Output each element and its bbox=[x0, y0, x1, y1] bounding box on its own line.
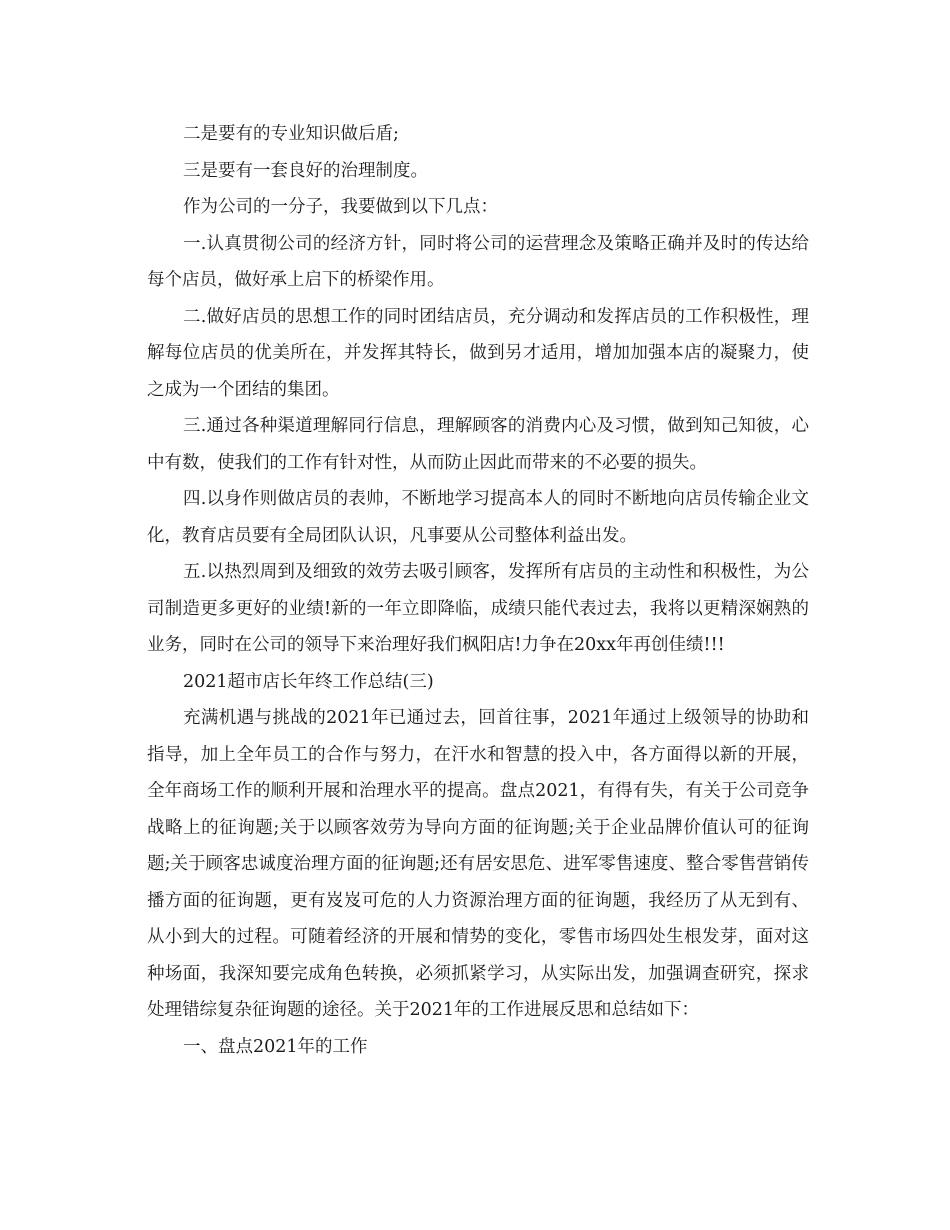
section-heading: 2021超市店长年终工作总结(三) bbox=[183, 671, 434, 692]
paragraph-requirement-2: 二是要有的专业知识做后盾; bbox=[183, 124, 399, 144]
paragraph-intro-points: 作为公司的一分子，我要做到以下几点： bbox=[183, 197, 498, 217]
paragraph-point-5: 五.以热烈周到及细致的效劳去吸引顾客，发挥所有店员的主动性和积极性，为公司制造更多更好的业绩!新的一年立即降临，成绩只能代表过去，我将以更精深娴熟的业务，同时在公司的领导下来治理好我们枫阳店!力争在20xx年再创佳绩!!! bbox=[147, 562, 809, 655]
paragraph-point-3: 三.通过各种渠道理解同行信息，理解顾客的消费内心及习惯，做到知己知彼，心中有数，使我们的工作有针对性，从而防止因此而带来的不必要的损失。 bbox=[147, 416, 809, 473]
document-body bbox=[147, 116, 809, 1065]
paragraph-point-4: 四.以身作则做店员的表帅，不断地学习提高本人的同时不断地向店员传输企业文化，教育店员要有全局团队认识，凡事要从公司整体利益出发。 bbox=[147, 489, 809, 546]
paragraph-point-1: 一.认真贯彻公司的经济方针，同时将公司的运营理念及策略正确并及时的传达给每个店员，做好承上启下的桥梁作用。 bbox=[147, 233, 809, 290]
paragraph-requirement-3: 三是要有一套良好的治理制度。 bbox=[183, 160, 428, 181]
paragraph-point-2: 二.做好店员的思想工作的同时团结店员，充分调动和发挥店员的工作积极性，理解每位店员的优美所在，并发挥其特长，做到另才适用，增加加强本店的凝聚力，使之成为一个团结的集团。 bbox=[147, 306, 809, 400]
subsection-heading: 一、盘点2021年的工作 bbox=[183, 1036, 368, 1057]
paragraph-summary: 充满机遇与挑战的2021年已通过去，回首往事，2021年通过上级领导的协助和指导，加上全年员工的合作与努力，在汗水和智慧的投入中，各方面得以新的开展，全年商场工作的顺利开展和治理水平的提高。盘点2021，有得有失，有关于公司竞争战略上的征询题;关于以顾客效劳为导向方面的征询题;关于企业品牌价值认可的征询题;关于顾客忠诚度治理方面的征询题;还有居安思危、进军零售速度、整合零售营销传播方面的征询题，更有岌岌可危的人力资源治理方面的征询题，我经历了从无到有、从小到大的过程。可随着经济的开展和情势的变化，零售市场四处生根发芽，面对这种场面，我深知要完成角色转换，必须抓紧学习，从实际出发，加强调查研究，探求处理错综复杂征询题的途径。关于2021年的工作进展反思和总结如下： bbox=[147, 708, 809, 1020]
